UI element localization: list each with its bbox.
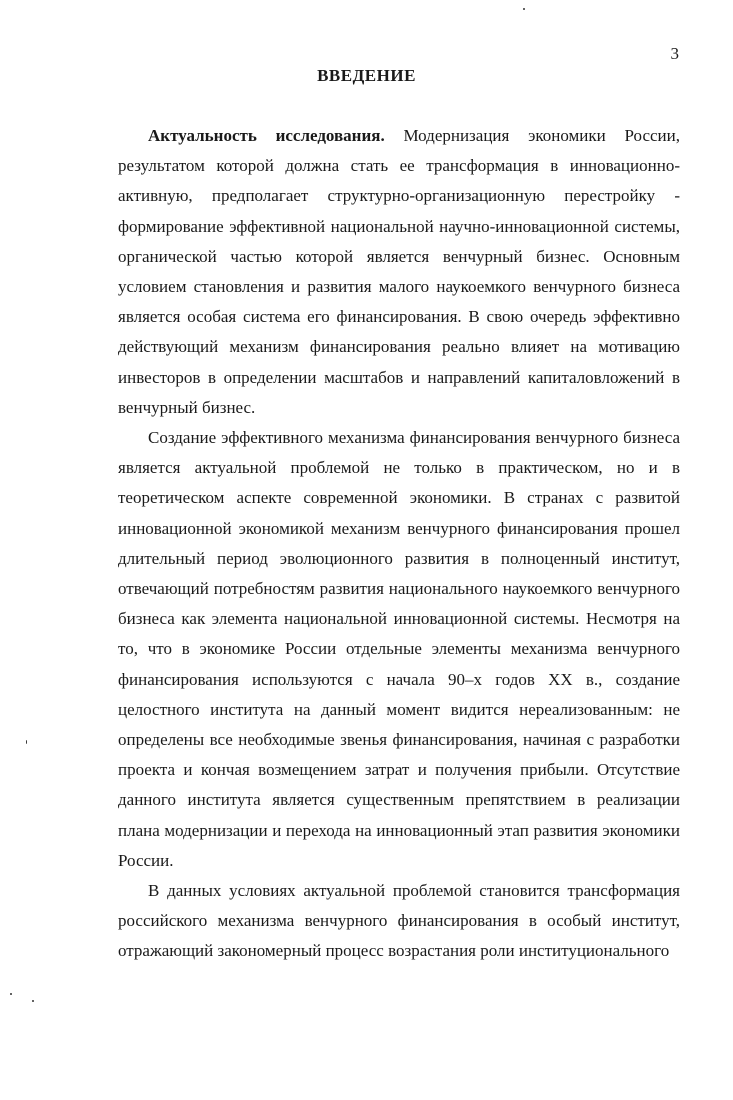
scan-speck [32,1000,34,1002]
paragraph-text: Модернизация экономики России, результатом которой должна стать ее трансформация в инновационно-активную, предполагает структурно-организационную перестройку - формирование эффективной национальной научно-инновационной системы, органической частью которой является венчурный бизнес. Основным условием становления и развития малого наукоемкого венчурного бизнеса является особая система его финансирования. В свою очередь эффективно действующий механизм финансирования реально влияет на мотивацию инвесторов в определении масштабов и направлений капиталовложений в венчурный бизнес. [118,126,680,417]
scan-speck [523,8,525,10]
paragraph-3: В данных условиях актуальной проблемой становится трансформация российского механизма венчурного финансирования в особый институт, отражающий закономерный процесс возрастания роли институционального [118,881,680,961]
scan-speck [26,740,27,744]
paragraph-lead: Актуальность исследования. [148,126,385,145]
paragraph-1 [118,121,680,423]
page-title: ВВЕДЕНИЕ [317,66,416,85]
page-number: 3 [670,44,679,63]
document-body [118,121,680,967]
paragraph-2: Создание эффективного механизма финансирования венчурного бизнеса является актуальной проблемой не только в практическом, но и в теоретическом аспекте современной экономики. В странах с развитой инновационной экономикой механизм венчурного финансирования прошел длительный период эволюционного развития в полноценный институт, отвечающий потребностям развития национального наукоемкого венчурного бизнеса как элемента национальной инновационной системы. Несмотря на то, что в экономике России отдельные элементы механизма венчурного финансирования используются с начала 90–х годов XX в., создание целостного института на данный момент видится нереализованным: не определены все необходимые звенья финансирования, начиная с разработки проекта и кончая возмещением затрат и получения прибыли. Отсутствие данного института является существенным препятствием в реализации плана модернизации и перехода на инновационный этап развития экономики России. [118,428,680,870]
scan-speck [10,993,12,995]
